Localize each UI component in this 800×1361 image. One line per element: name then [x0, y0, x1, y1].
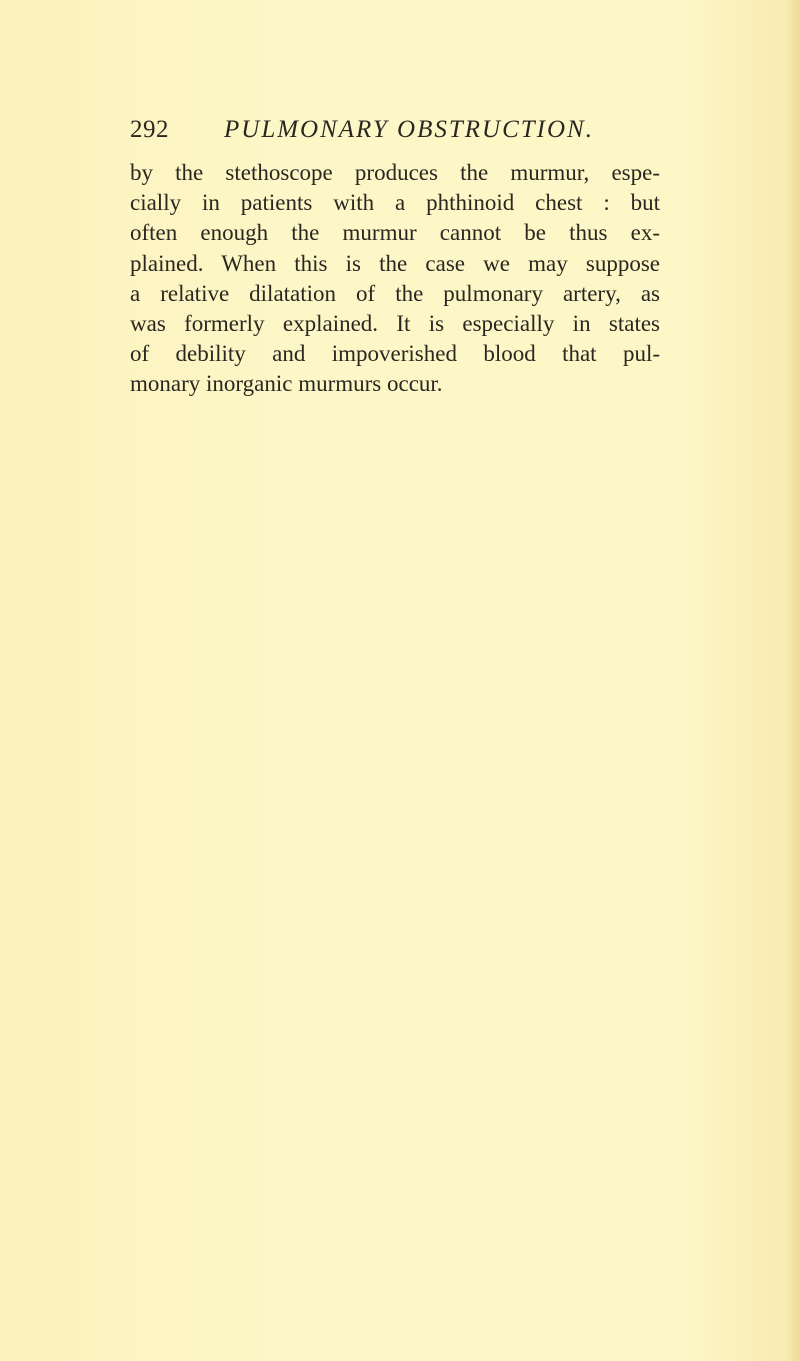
text-line: of debility and impoverished blood that pul-	[130, 341, 660, 367]
page-header	[130, 113, 690, 147]
page-edge-shadow	[786, 0, 800, 1361]
text-line: was formerly explained. It is especially in states	[130, 310, 660, 336]
text-line: often enough the murmur cannot be thus ex-	[130, 220, 660, 246]
text-line: plained. When this is the case we may suppose	[130, 250, 660, 276]
text-line: monary inorganic murmurs occur.	[130, 371, 443, 397]
text-line: a relative dilatation of the pulmonary artery, as	[130, 280, 660, 306]
running-title: PULMONARY OBSTRUCTION.	[224, 116, 594, 143]
text-line: cially in patients with a phthinoid chest : but	[130, 190, 660, 216]
body-paragraph	[130, 158, 660, 400]
page-number: 292	[130, 116, 169, 143]
text-line: by the stethoscope produces the murmur, espe-	[130, 160, 660, 185]
